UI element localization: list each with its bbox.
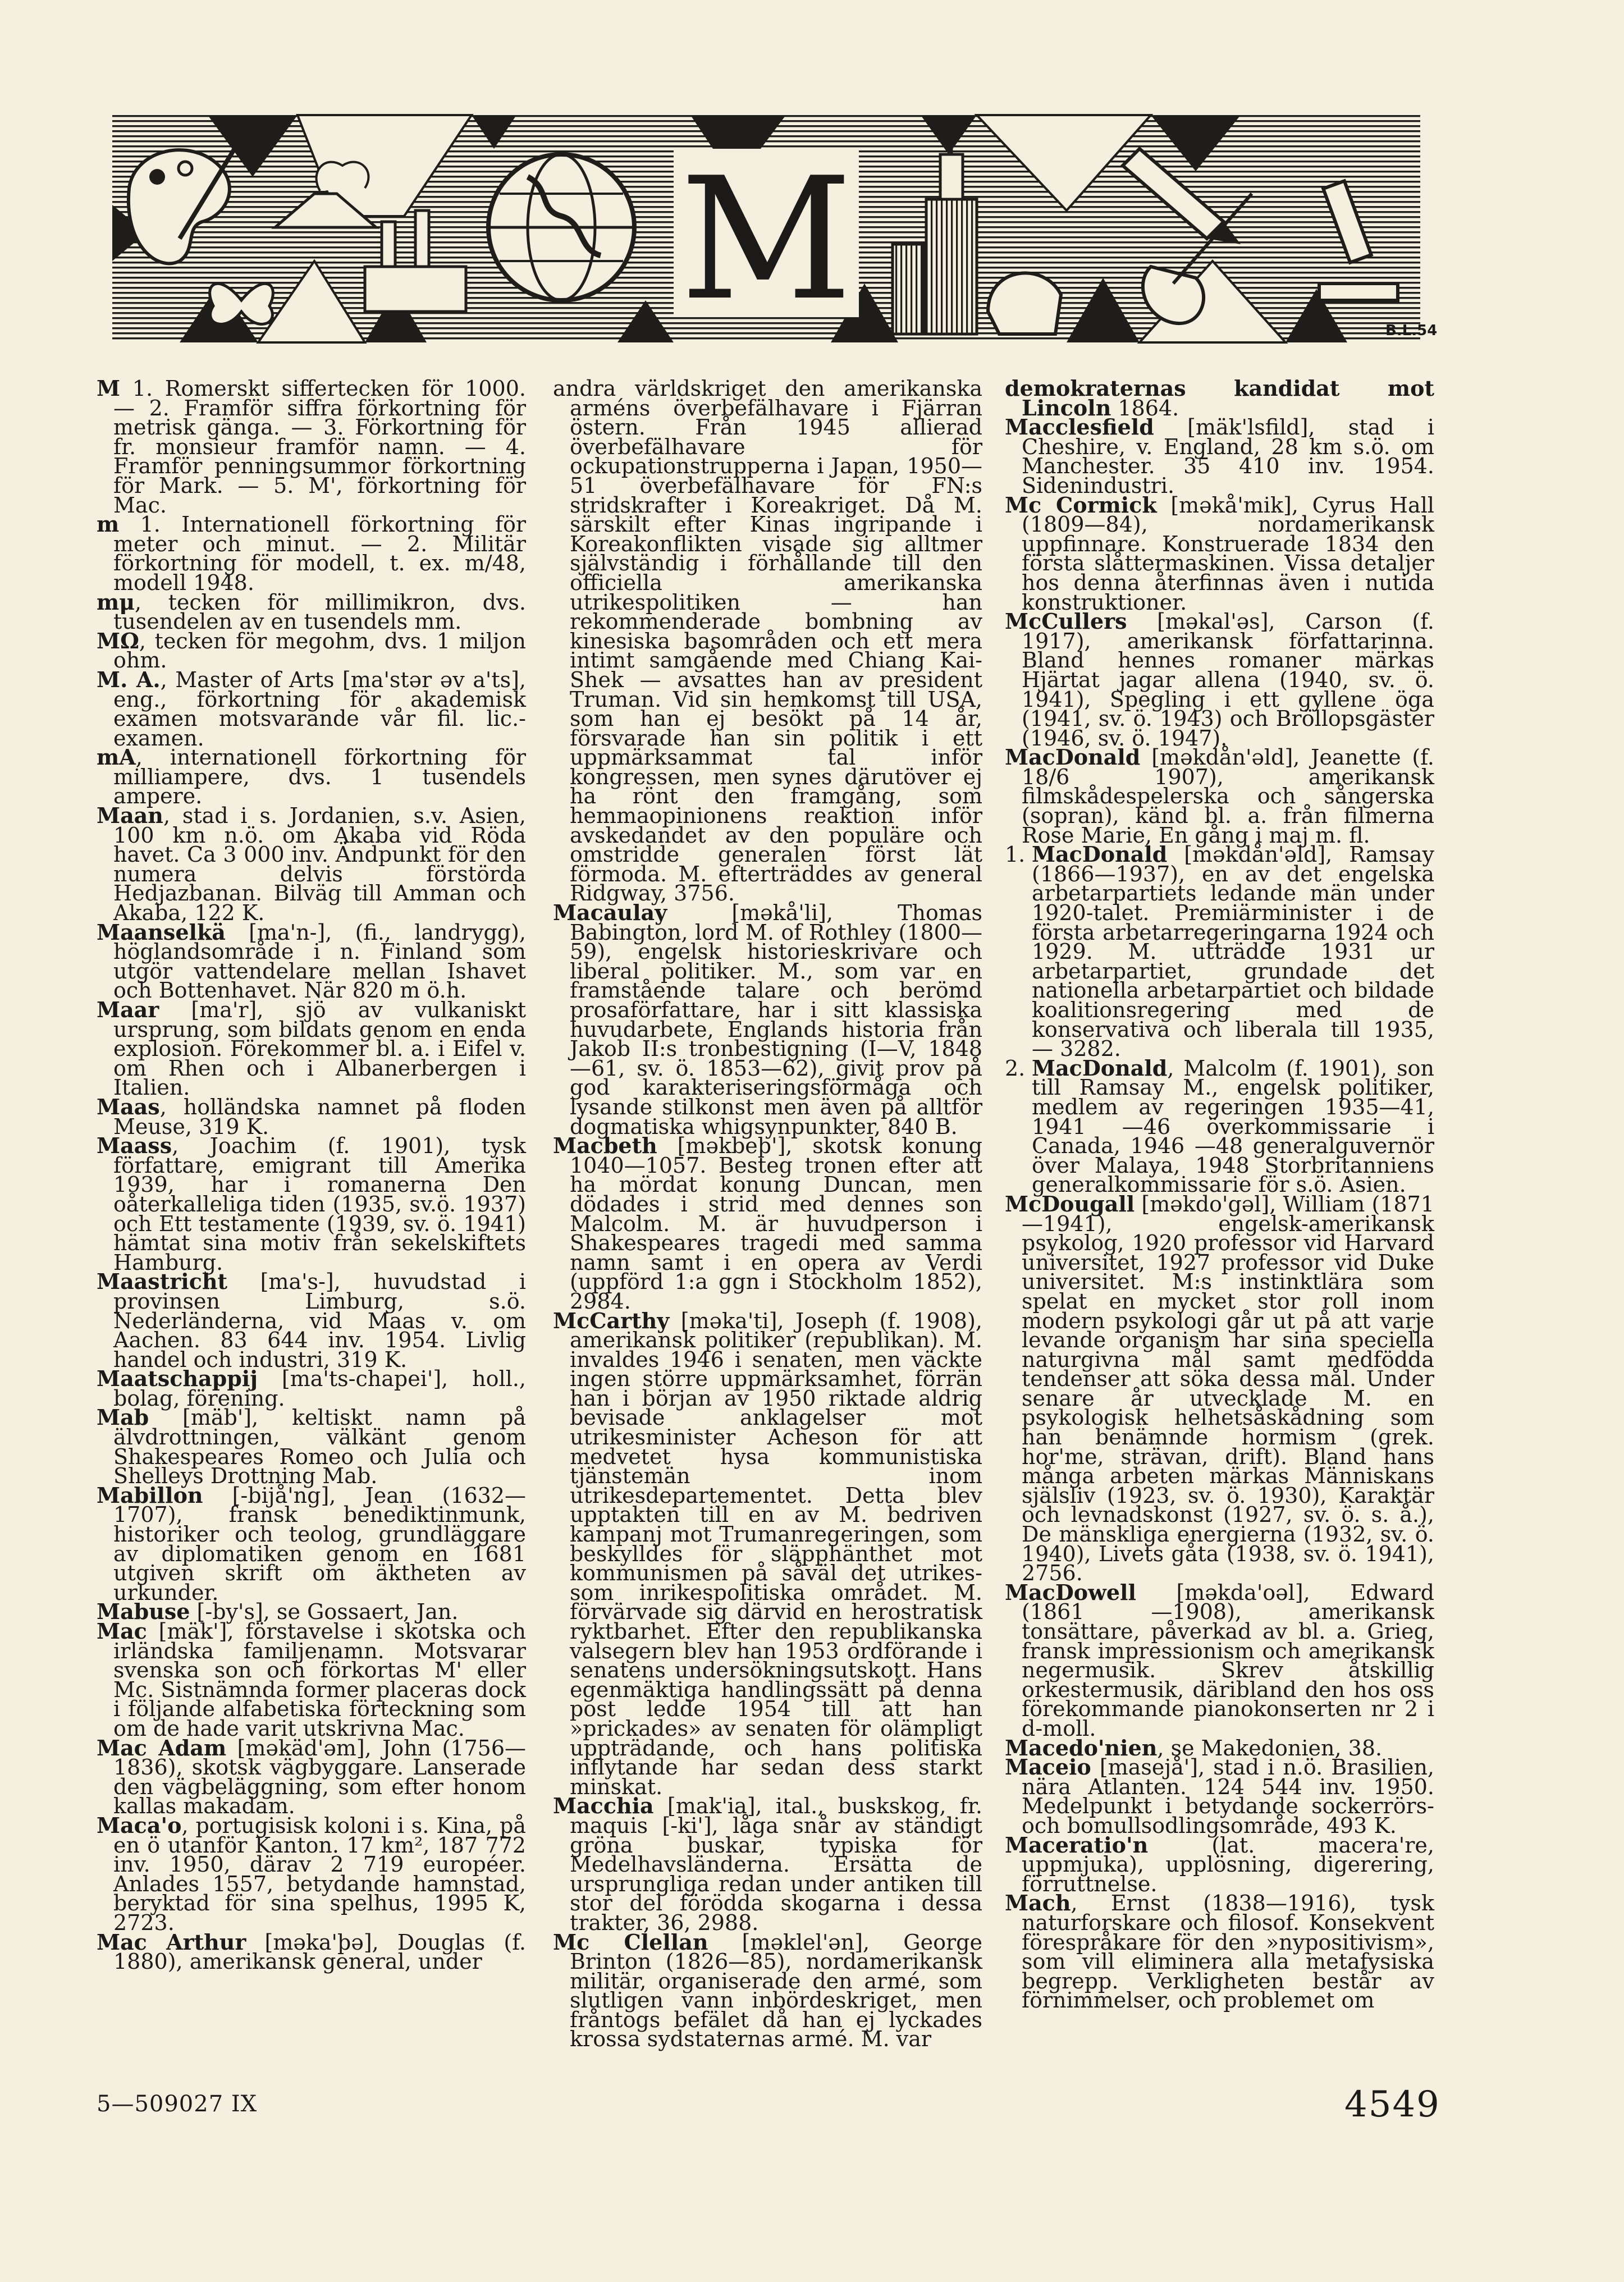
headword: MacDonald: [1032, 1055, 1168, 1081]
entry-text: mA, internationell förkortning för milliampere, dvs. 1 tusendels ampere.: [97, 744, 526, 809]
headword: McCarthy: [553, 1307, 670, 1333]
dictionary-entry: [1005, 414, 1434, 498]
banner-letter: M: [680, 141, 853, 337]
dictionary-entry: [553, 1133, 982, 1314]
headword: Maatschappij: [97, 1366, 258, 1392]
headword: MacDonald: [1032, 842, 1168, 867]
headword: MacDowell: [1005, 1579, 1136, 1605]
entry-text: McCullers [məkal'əs], Carson (f. 1917), amerikansk författarinna. Bland hennes romaner märkas Hjärtat jagar allena (1940, sv. ö. 1941), Spegling i ett gyllene öga (1941, sv. ö. 1943) och Bröllopsgäster (1946, sv. ö. 1947).: [1005, 609, 1434, 751]
entry-text: Maatschappij [ma'ts-chapei'], holl., bolag, förening.: [97, 1366, 526, 1411]
entry-text: MacDowell [məkda'oəl], Edward (1861 —1908), amerikansk tonsättare, påverkad av bl. a. Grieg, fransk impressionism och amerikansk negermusik. Skrev åtskillig orkestermusik, däribland den hos oss förekommande pianokonserten nr 2 i d-moll.: [1005, 1579, 1434, 1741]
headword: demokraternas kandidat mot Lincoln: [1005, 376, 1434, 420]
dictionary-entry: [97, 376, 526, 518]
dictionary-entry: [97, 666, 526, 751]
dictionary-entry: [97, 1094, 526, 1139]
entry-text: Mabuse [-by's], se Gossaert, Jan.: [97, 1599, 459, 1625]
dictionary-entry: [97, 1482, 526, 1605]
entry-text: MΩ, tecken för megohm, dvs. 1 miljon ohm.: [97, 628, 526, 673]
dictionary-entry: [1005, 1055, 1434, 1197]
dictionary-entry: [97, 997, 526, 1100]
entry-text: Maar [ma'r], sjö av vulkaniskt ursprung, som bildats genom en enda explosion. Förekommer bl. a. i Eifel v. om Rhen och i Albanerbergen i Italien.: [97, 997, 526, 1100]
dictionary-entry: [97, 1812, 526, 1935]
entry-text: Macaulay [məkå'li], Thomas Babington, lord M. of Rothley (1800—59), engelsk historieskrivare och liberal politiker. M., som var en framstående talare och berömd prosaförfattare, har i sitt klassiska huvudarbete, Englands historia från Jakob II:s tronbestigning (I—V, 1848—61, sv. ö. 1853—62), givit prov på god karakteriseringsförmåga och lysande stilkonst men även på alltför dogmatiska whigsynpunkter, 840 B.: [553, 900, 982, 1139]
dictionary-entry: [1005, 1832, 1434, 1896]
dictionary-entry: [553, 1307, 982, 1799]
entry-text: Mac Adam [məkäd'əm], John (1756—1836), skotsk vägbyggare. Lanserade den vägbeläggning, som efter honom kallas makadam.: [97, 1735, 526, 1819]
dictionary-entry: [553, 1929, 982, 2052]
headword: Macclesfield: [1005, 414, 1154, 440]
headword: Maceratio'n: [1005, 1832, 1149, 1858]
dictionary-entry: [97, 1405, 526, 1489]
headword: Mc Clellan: [553, 1929, 708, 1955]
dictionary-entry: [97, 919, 526, 1003]
dictionary-entry: [1005, 842, 1434, 1062]
dictionary-entry: [97, 1133, 526, 1275]
dictionary-entry: [1005, 376, 1434, 420]
headword: Mac Arthur: [97, 1929, 246, 1955]
headword: Mc Cormick: [1005, 492, 1157, 518]
dictionary-entry: [1005, 492, 1434, 615]
entry-text: Maanselkä [ma'n-], (fi., landrygg), höglandsområde i n. Finland som utgör vattendelare mellan Ishavet och Bottenhavet. När 820 m ö.h.: [97, 919, 526, 1003]
headword: Mabillon: [97, 1482, 203, 1508]
headword: Mach: [1005, 1890, 1071, 1916]
column-2: [553, 376, 982, 2052]
headword: Mac: [97, 1618, 147, 1644]
dictionary-entry: [553, 1793, 982, 1935]
dictionary-entry: [1005, 609, 1434, 751]
entry-text: Mc Clellan [məklel'ən], George Brinton (1826—85), nordamerikansk militär, organiserade den armé, som slutligen vann inbördeskriget, men fråntogs befälet då han ej lyckades krossa sydstaternas armé. M. var: [553, 1929, 982, 2052]
globe-icon: [488, 154, 634, 300]
entry-text: Maas, holländska namnet på floden Meuse, 319 K.: [97, 1094, 526, 1139]
headword: MacDonald: [1005, 744, 1141, 770]
headword: Mabuse: [97, 1599, 190, 1625]
entry-text: Macbeth [məkbeþ'], skotsk konung 1040—1057. Besteg tronen efter att ha mördat konung Duncan, men dödades i strid med dennes son Malcolm. M. är huvudperson i Shakespeares tragedi med samma namn samt i en opera av Verdi (uppförd 1:a ggn i Stockholm 1852), 2984.: [553, 1133, 982, 1314]
entry-text: Maceratio'n (lat. macera're, uppmjuka), upplösning, digerering, förruttnelse.: [1005, 1832, 1434, 1896]
entry-text: MacDonald, Malcolm (f. 1901), son till Ramsay M., engelsk politiker, medlem av regeringen 1935—41, 1941 —46 överkommissarie i Canada, 1946 —48 generalguvernör över Malaya, 1948 Storbritanniens generalkommissarie för s.ö. Asien.: [1032, 1055, 1434, 1197]
headword: M. A.: [97, 666, 161, 692]
headword: Mab: [97, 1405, 149, 1430]
dictionary-entry: [1005, 1754, 1434, 1838]
dictionary-entry: [97, 1366, 526, 1411]
entry-text: Macchia [mak'ia], ital., buskskog, fr. maquis [-ki'], låga snår av ständigt gröna buskar, typiska för Medelhavsländerna. Ersätta de ursprungliga redan under antiken till stor del förödda skogarna i dessa trakter, 36, 2988.: [553, 1793, 982, 1935]
headword: Mac Adam: [97, 1735, 227, 1760]
dictionary-entry: [1005, 744, 1434, 848]
entry-text: M. A., Master of Arts [ma'stər əv a'ts], eng., förkortning för akademisk examen motsvarande vår fil. lic.-examen.: [97, 666, 526, 751]
headword: Maanselkä: [97, 919, 226, 945]
entry-text: Maass, Joachim (f. 1901), tysk författare, emigrant till Amerika 1939, har i romanerna Den oåterkalleliga tiden (1935, sv.ö. 1937) och Ett testamente (1939, sv. ö. 1941) hämtat sina motiv från sekelskiftets Hamburg.: [97, 1133, 526, 1275]
entry-text: andra världskriget den amerikanska arméns överbefälhavare i Fjärran östern. Från 1945 allierad överbefälhavare för ockupationstrupperna i Japan, 1950—51 överbefälhavare för FN:s stridskrafter i Koreakriget. Då M. särskilt efter Kinas ingripande i Koreakonflikten visade sig alltmer självständig i förhållande till den officiella amerikanska utrikespolitiken — han rekommenderade bombning av kinesiska basområden och ett mera intimt samgående med Chiang Kai-Shek — avsattes han av president Truman. Vid sin hemkomst till USA, som han ej besökt på 14 år, försvarade han sin politik i ett uppmärksammat tal inför kongressen, men synes därutöver ej ha rönt den framgång, som hemmaopinionens reaktion inför avskedandet av den populäre och omstridde generalen först lät förmoda. M. efterträddes av general Ridgway, 3756.: [553, 376, 982, 906]
printer-signature: 5—509027 IX: [97, 2091, 258, 2117]
dictionary-entry: [97, 1269, 526, 1372]
entry-text: Mc Cormick [məkå'mik], Cyrus Hall (1809—84), nordamerikansk uppfinnare. Konstruerade 1834 den första slåttermaskinen. Vissa detaljer hos denna återfinnas även i nutida konstruktioner.: [1005, 492, 1434, 615]
entry-text: Mac Arthur [məka'þə], Douglas (f. 1880), amerikansk general, under: [97, 1929, 527, 1974]
entry-text: Maan, stad i s. Jordanien, s.v. Asien, 100 km n.ö. om Akaba vid Röda havet. Ca 3 000 inv. Ändpunkt för den numera delvis förstörda Hedjazbanan. Bilväg till Amman och Akaba, 122 K.: [97, 803, 526, 926]
entry-text: Maceio [masejå'], stad i n.ö. Brasilien, nära Atlanten. 124 544 inv. 1950. Medelpunkt i betydande sockerrörs- och bomullsodlingsområde, 493 K.: [1005, 1754, 1434, 1838]
helmet-icon: [988, 273, 1061, 334]
headword: Macbeth: [553, 1133, 657, 1159]
entry-text: M 1. Romerskt siffertecken för 1000. — 2. Framför siffra förkortning för metrisk gänga. — 3. Förkortning för fr. monsieur framför namn. — 4. Framför penningsummor förkortning för Mark. — 5. M', förkortning för Mac.: [97, 376, 526, 518]
dictionary-entry: [97, 803, 526, 926]
headword: Macchia: [553, 1793, 654, 1819]
headword: Maca'o: [97, 1812, 182, 1838]
entry-text: mμ, tecken för millimikron, dvs. tusendelen av en tusendels mm.: [97, 589, 526, 634]
entry-text: Mac [mäk'], förstavelse i skotska och irländska familjenamn. Motsvarar svenska son och förkortas M' eller Mc. Sistnämnda former placeras dock i följande alfabetiska förteckning som om de hade varit utskrivna Mac.: [97, 1618, 526, 1741]
headword: Maas: [97, 1094, 160, 1119]
headword: Maceio: [1005, 1754, 1091, 1780]
column-1: [97, 376, 527, 1974]
headword: M: [97, 376, 121, 401]
dictionary-entry: [97, 1929, 527, 1974]
headword: Maan: [97, 803, 163, 829]
headword: Maass: [97, 1133, 172, 1159]
headword: Macedo'nien: [1005, 1735, 1158, 1760]
dictionary-entry: [553, 900, 982, 1139]
entry-number: 2.: [1005, 1055, 1026, 1081]
dictionary-entry: [1005, 1191, 1434, 1586]
entry-text: Macedo'nien, se Makedonien, 38.: [1005, 1735, 1383, 1760]
entry-text: Macclesfield [mäk'lsfild], stad i Cheshire, v. England, 28 km s.ö. om Manchester. 35 410 inv. 1954. Sidenindustri.: [1005, 414, 1434, 498]
entry-text: demokraternas kandidat mot Lincoln 1864.: [1005, 376, 1434, 420]
headword: McCullers: [1005, 609, 1127, 634]
dictionary-entry: [97, 1618, 526, 1741]
dictionary-entry: [97, 1735, 526, 1819]
page-number: 4549: [1344, 2084, 1440, 2125]
headword: mA: [97, 744, 136, 770]
dictionary-entry: [1005, 1579, 1434, 1741]
headword: Maastricht: [97, 1269, 228, 1295]
entry-text: McCarthy [məka'ti], Joseph (f. 1908), amerikansk politiker (republikan). M. invaldes 1946 i senaten, men väckte ingen större uppmärksamhet, förrän han i början av 1950 riktade aldrig bevisade anklagelser mot utrikesminister Acheson för att medvetet hysa kommunistiska tjänstemän inom utrikesdepartementet. Detta blev upptakten till en av M. bedriven kampanj mot Trumanregeringen, som beskylldes för släpphänthet mot kommunismen på såväl det utrikes- som inrikespolitiska området. M. förvärvade sig därvid en herostratisk ryktbarhet. Efter den republikanska valsegern blev han 1953 ordförande i senatens undersökningsutskott. Hans egenmäktiga handlingssätt på denna post ledde 1954 till att han »prickades» av senaten för olämpligt uppträdande, och hans politiska inflytande har sedan dess starkt minskat.: [553, 1307, 982, 1799]
dictionary-entry: [553, 376, 982, 906]
entry-text: McDougall [məkdo'gəl], William (1871 —1941), engelsk-amerikansk psykolog, 1920 professor vid Harvard universitet, 1927 professor vid Duke universitet. M:s instinktlära som spelat en mycket stor roll inom modern psykologi går ut på att varje levande organism har sina speciella naturgivna mål samt medfödda tendenser att söka dessa mål. Under senare år utvecklade M. en psykologisk helhetsåskådning som han benämnde hormism (grek. hor'me, strävan, drift). Bland hans många arbeten märkas Människans själsliv (1923, sv. ö. 1930), Karaktär och levnadskonst (1927, sv. ö. s. å.), De mänskliga energierna (1932, sv. ö. 1940), Livets gåta (1938, sv. ö. 1941), 2756.: [1005, 1191, 1434, 1586]
column-3: [1005, 376, 1434, 2013]
entry-text: Mab [mäb'], keltiskt namn på älvdrottningen, välkänt genom Shakespeares Romeo och Julia och Shelleys Drottning Mab.: [97, 1405, 526, 1489]
entry-text: Maastricht [ma's-], huvudstad i provinsen Limburg, s.ö. Nederländerna, vid Maas v. om Aachen. 83 644 inv. 1954. Livlig handel och industri, 319 K.: [97, 1269, 526, 1372]
entry-text: Mabillon [-bijå'ng], Jean (1632—1707), fransk benediktinmunk, historiker och teolog, grundläggare av diplomatiken genom en 1681 utgiven skrift om äktheten av urkunder.: [97, 1482, 526, 1605]
headword: MΩ: [97, 628, 139, 653]
dictionary-entry: [97, 511, 526, 595]
entry-text: Maca'o, portugisisk koloni i s. Kina, på en ö utanför Kanton. 17 km², 187 772 inv. 1950, därav 2 719 européer. Anlades 1557, betydande hamnstad, beryktad för sina spelhus, 1995 K, 2723.: [97, 1812, 526, 1935]
artist-signature: B.L.54: [1385, 322, 1438, 339]
headword: Macaulay: [553, 900, 667, 926]
dictionary-entry: [97, 628, 526, 673]
headword: Maar: [97, 997, 159, 1022]
headword: mμ: [97, 589, 135, 615]
dictionary-entry: [1005, 1890, 1434, 2013]
headword: m: [97, 511, 120, 537]
entry-text: MacDonald [məkdån'əld], Jeanette (f. 18/6 1907), amerikansk filmskådespelerska och sångerska (sopran), känd bl. a. från filmerna Rose Marie, En gång i maj m. fl.: [1005, 744, 1434, 848]
headword: McDougall: [1005, 1191, 1135, 1217]
entry-number: 1.: [1005, 842, 1026, 867]
letter-m-banner: [112, 115, 1438, 342]
entry-text: Mach, Ernst (1838—1916), tysk naturforskare och filosof. Konsekvent förespråkare för den »nypositivism», som vill eliminera alla metafysiska begrepp. Verkligheten består av förnimmelser, och problemet om: [1005, 1890, 1434, 2013]
dictionary-entry: [97, 589, 526, 634]
dictionary-entry: [97, 744, 526, 809]
entry-text: MacDonald [məkdån'əld], Ramsay (1866—1937), en av det engelska arbetarpartiets ledande män under 1920-talet. Premiärminister i de första arbetarregeringarna 1924 och 1929. M. utträdde 1931 ur arbetarpartiet, grundade det nationella arbetarpartiet och bildade koalitionsregering med de konservativa och liberala till 1935, — 3282.: [1032, 842, 1434, 1062]
entry-text: m 1. Internationell förkortning för meter och minut. — 2. Militär förkortning för modell, t. ex. m/48, modell 1948.: [97, 511, 526, 595]
